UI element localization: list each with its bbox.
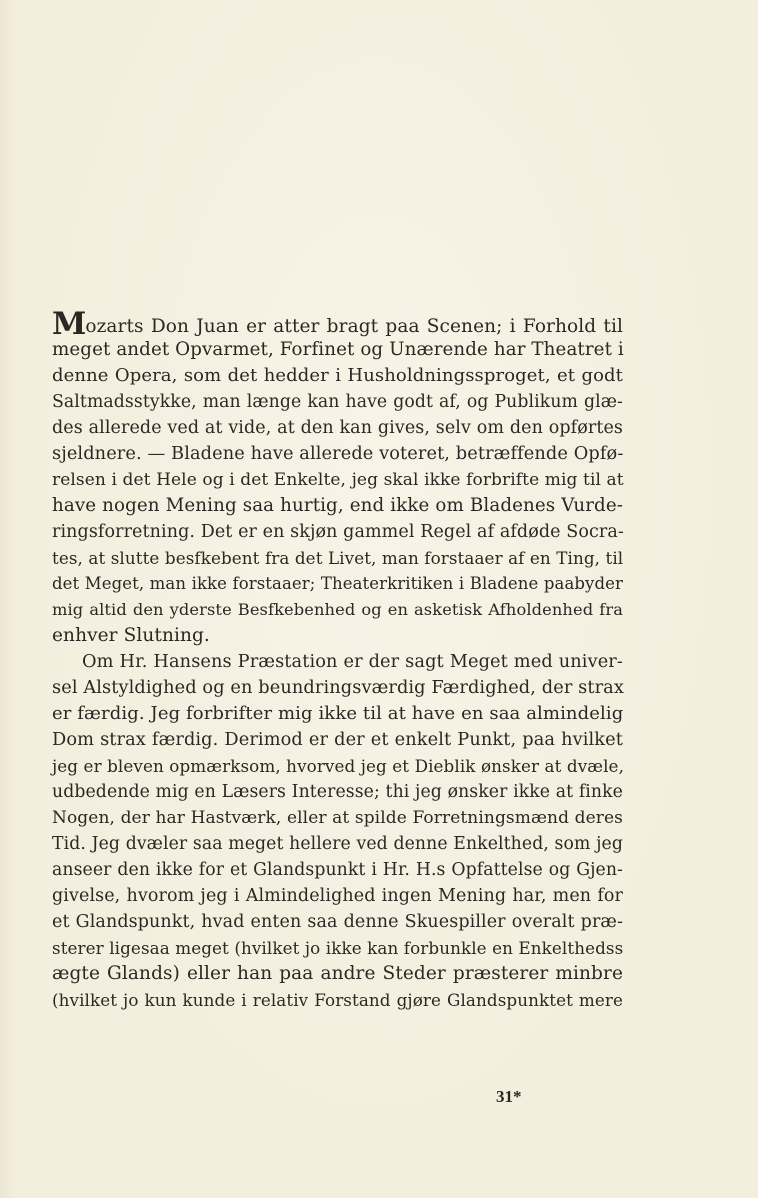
text-line: ringsforretning. Det er en skjøn gammel Regel af afdøde Socra- <box>52 522 624 542</box>
text-line: tes, at slutte besfkebent fra det Livet, man forstaaer af en Ting, til <box>52 548 624 568</box>
text-line: des allerede ved at vide, at den kan gives, selv om den opførtes <box>52 418 623 438</box>
text-line: er færdig. Jeg forbrifter mig ikke til at have en saa almindelig <box>52 703 624 724</box>
text-line: givelse, hvorom jeg i Almindelighed ingen Mening har, men for <box>52 886 623 906</box>
text-line: sel Alstyldighed og en beundringsværdig Færdighed, der strax <box>52 678 624 698</box>
text-line: denne Opera, som det hedder i Husholdningssproget, et godt <box>52 365 623 386</box>
text-line: mig altid den yderste Besfkebenhed og en asketisk Afholdenhed fra <box>52 600 623 619</box>
text-line: ægte Glands) eller han paa andre Steder præsterer minbre <box>52 963 623 984</box>
text-line: sterer ligesaa meget (hvilket jo ikke kan forbunkle en Enkelthedss <box>52 938 624 958</box>
text-line: anseer den ikke for et Glandspunkt i Hr. H.s Opfattelse og Gjen- <box>52 860 623 880</box>
text-line: enhver Slutning. <box>52 625 210 646</box>
text-line: det Meget, man ikke forstaaer; Theaterkritiken i Bladene paabyder <box>52 574 623 593</box>
text-line: Om Hr. Hansens Præstation er der sagt Meget med univer- <box>82 652 623 672</box>
text-line: meget andet Opvarmet, Forfinet og Unærende har Theatret i <box>52 339 624 360</box>
text-line: (hvilket jo kun kunde i relativ Forstand gjøre Glandspunktet mere <box>52 990 623 1010</box>
page-number: 31* <box>496 1087 522 1106</box>
text-line: udbedende mig en Læsers Interesse; thi jeg ønsker ikke at finke <box>52 782 623 802</box>
text-line: et Glandspunkt, hvad enten saa denne Skuespiller overalt præ- <box>52 912 623 932</box>
drop-cap: M <box>52 306 86 342</box>
text-line: Dom strax færdig. Derimod er der et enkelt Punkt, paa hvilket <box>52 730 623 750</box>
first-line-text: ozarts Don Juan er atter bragt paa Scenen; i Forhold til <box>85 316 623 337</box>
text-line <box>52 306 623 342</box>
text-line: Saltmadsstykke, man længe kan have godt af, og Publikum glæ- <box>52 392 623 412</box>
body-text <box>52 306 624 1013</box>
text-line: Tid. Jeg dvæler saa meget hellere ved denne Enkelthed, som jeg <box>52 834 623 854</box>
text-line: Nogen, der har Hastværk, eller at spilde Forretningsmænd deres <box>52 808 623 828</box>
text-line: jeg er bleven opmærksom, hvorved jeg et Dieblik ønsker at dvæle, <box>52 756 624 776</box>
text-line: relsen i det Hele og i det Enkelte, jeg skal ikke forbrifte mig til at <box>52 470 624 490</box>
text-line: sjeldnere. — Bladene have allerede voteret, betræffende Opfø- <box>52 444 624 464</box>
text-line: have nogen Mening saa hurtig, end ikke om Bladenes Vurde- <box>52 495 623 516</box>
